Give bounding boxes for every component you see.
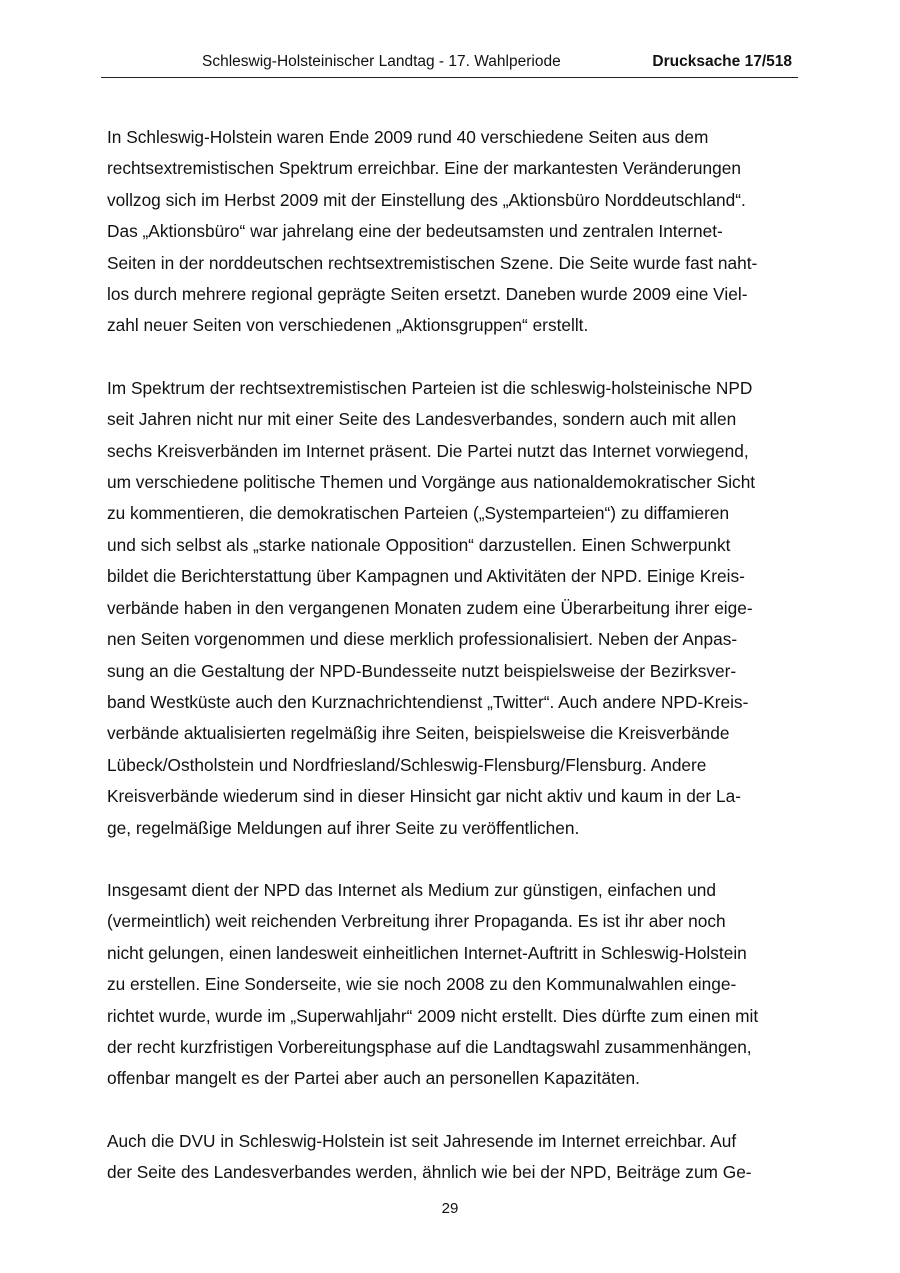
body-text: [107, 122, 807, 1220]
text-line: Das „Aktionsbüro“ war jahrelang eine der bedeutsamsten und zentralen Internet-: [107, 221, 723, 242]
paragraph-1: [107, 122, 807, 342]
text-line: der recht kurzfristigen Vorbereitungsphase auf die Landtagswahl zusammenhängen,: [107, 1036, 752, 1057]
text-line: Seiten in der norddeutschen rechtsextremistischen Szene. Die Seite wurde fast naht-: [107, 252, 758, 273]
text-line: um verschiedene politische Themen und Vorgänge aus nationaldemokratischer Sicht: [107, 472, 756, 493]
text-line: nicht gelungen, einen landesweit einheitlichen Internet-Auftritt in Schleswig-Holstein: [107, 942, 747, 963]
text-line: zahl neuer Seiten von verschiedenen „Aktionsgruppen“ erstellt.: [107, 315, 589, 336]
paragraph-3: [107, 875, 807, 1095]
page-header: [101, 50, 798, 78]
text-line: ge, regelmäßige Meldungen auf ihrer Seite zu veröffentlichen.: [107, 817, 580, 838]
text-line: vollzog sich im Herbst 2009 mit der Einstellung des „Aktionsbüro Norddeutschland“.: [107, 189, 746, 210]
text-line: verbände aktualisierten regelmäßig ihre Seiten, beispielsweise die Kreisverbände: [107, 723, 730, 744]
text-line: In Schleswig-Holstein waren Ende 2009 rund 40 verschiedene Seiten aus dem: [107, 127, 709, 147]
text-line: Lübeck/Ostholstein und Nordfriesland/Schleswig-Flensburg/Flensburg. Andere: [107, 754, 707, 775]
text-line: der Seite des Landesverbandes werden, ähnlich wie bei der NPD, Beiträge zum Ge-: [107, 1162, 752, 1183]
page-number: 29: [441, 1200, 459, 1217]
text-line: (vermeintlich) weit reichenden Verbreitung ihrer Propaganda. Es ist ihr aber noch: [107, 911, 726, 932]
text-line: zu kommentieren, die demokratischen Parteien („Systemparteien“) zu diffamieren: [107, 503, 730, 524]
header-title: Schleswig-Holsteinischer Landtag - 17. Wahlperiode: [202, 53, 561, 70]
document-number: Drucksache 17/518: [652, 53, 792, 70]
text-line: Im Spektrum der rechtsextremistischen Parteien ist die schleswig-holsteinische NPD: [107, 377, 753, 398]
text-line: los durch mehrere regional geprägte Seiten ersetzt. Daneben wurde 2009 eine Viel-: [107, 284, 748, 305]
text-line: richtet wurde, wurde im „Superwahljahr“ 2009 nicht erstellt. Dies dürfte zum einen mit: [107, 1005, 759, 1026]
paragraph-4: [107, 1126, 807, 1189]
text-line: rechtsextremistischen Spektrum erreichbar. Eine der markantesten Veränderungen: [107, 158, 741, 179]
text-line: sung an die Gestaltung der NPD-Bundesseite nutzt beispielsweise der Bezirksver-: [107, 660, 737, 681]
text-line: Auch die DVU in Schleswig-Holstein ist seit Jahresende im Internet erreichbar. Auf: [107, 1130, 737, 1151]
text-line: offenbar mangelt es der Partei aber auch an personellen Kapazitäten.: [107, 1068, 640, 1089]
text-line: und sich selbst als „starke nationale Opposition“ darzustellen. Einen Schwerpunkt: [107, 534, 731, 555]
paragraph-2: [107, 373, 807, 844]
text-line: Insgesamt dient der NPD das Internet als Medium zur günstigen, einfachen und: [107, 879, 717, 900]
text-line: sechs Kreisverbänden im Internet präsent. Die Partei nutzt das Internet vorwiegend,: [107, 440, 749, 461]
text-line: verbände haben in den vergangenen Monaten zudem eine Überarbeitung ihrer eige-: [107, 597, 753, 618]
text-line: seit Jahren nicht nur mit einer Seite des Landesverbandes, sondern auch mit allen: [107, 409, 737, 430]
text-line: bildet die Berichterstattung über Kampagnen und Aktivitäten der NPD. Einige Kreis-: [107, 566, 745, 587]
text-line: zu erstellen. Eine Sonderseite, wie sie noch 2008 zu den Kommunalwahlen einge-: [107, 974, 737, 995]
text-line: band Westküste auch den Kurznachrichtendienst „Twitter“. Auch andere NPD-Kreis-: [107, 691, 749, 712]
text-line: nen Seiten vorgenommen und diese merklich professionalisiert. Neben der Anpas-: [107, 629, 738, 650]
text-line: Kreisverbände wiederum sind in dieser Hinsicht gar nicht aktiv und kaum in der La-: [107, 786, 741, 807]
